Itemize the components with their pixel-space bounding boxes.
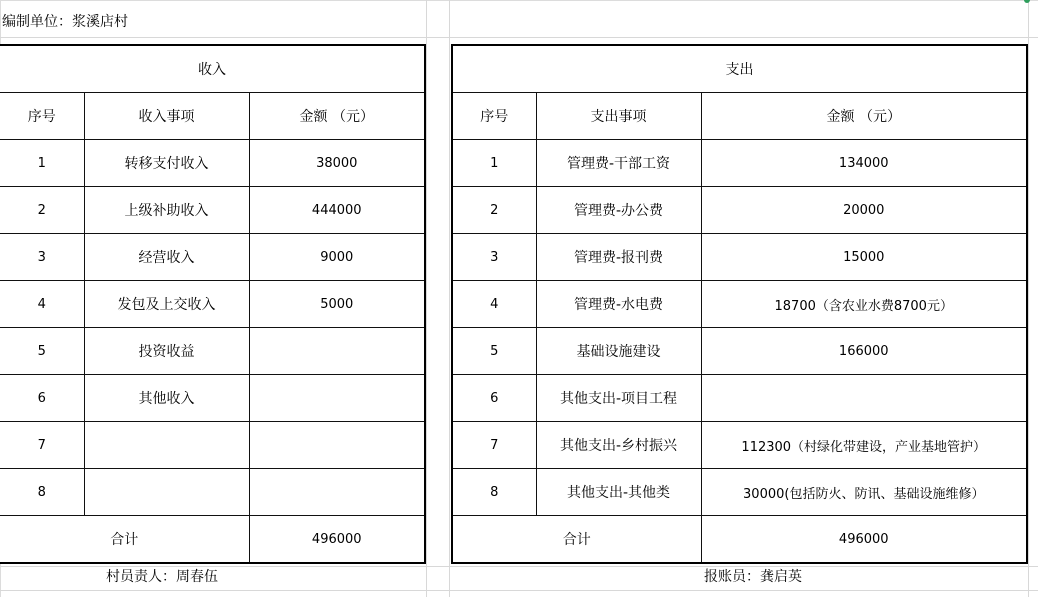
- expense-row-amount[interactable]: 15000: [701, 234, 1027, 281]
- table-row: [0, 234, 425, 281]
- income-row-item[interactable]: 其他收入: [84, 375, 249, 422]
- expense-row-amount[interactable]: 20000: [701, 187, 1027, 234]
- table-row: [0, 187, 425, 234]
- table-row: [0, 328, 425, 375]
- income-row-no[interactable]: 4: [0, 281, 84, 328]
- expense-row-no[interactable]: 5: [452, 328, 536, 375]
- table-row: [0, 469, 425, 516]
- income-row-amount[interactable]: [249, 422, 425, 469]
- table-row: [452, 140, 1027, 187]
- income-row-amount[interactable]: 9000: [249, 234, 425, 281]
- income-row-no[interactable]: 2: [0, 187, 84, 234]
- income-row-no[interactable]: 3: [0, 234, 84, 281]
- table-row: [452, 328, 1027, 375]
- expense-row-no[interactable]: 2: [452, 187, 536, 234]
- table-row: [0, 140, 425, 187]
- income-table: [0, 44, 426, 564]
- table-row: [452, 375, 1027, 422]
- income-row-item[interactable]: [84, 422, 249, 469]
- expense-row-amount[interactable]: 166000: [701, 328, 1027, 375]
- expense-row-no[interactable]: 7: [452, 422, 536, 469]
- table-row: [0, 281, 425, 328]
- income-header-row: [0, 93, 425, 140]
- income-row-amount[interactable]: 5000: [249, 281, 425, 328]
- responsible-person: 村员责人：周春伍: [106, 569, 218, 585]
- expense-header-row: [452, 93, 1027, 140]
- income-row-amount[interactable]: [249, 469, 425, 516]
- table-row: [0, 375, 425, 422]
- expense-row-amount[interactable]: 30000(包括防火、防讯、基础设施维修）: [701, 469, 1027, 516]
- income-row-item[interactable]: 发包及上交收入: [84, 281, 249, 328]
- expense-header-item[interactable]: 支出事项: [536, 93, 701, 140]
- grid-line: [0, 590, 1038, 591]
- income-row-no[interactable]: 5: [0, 328, 84, 375]
- expense-row-item[interactable]: 管理费-干部工资: [536, 140, 701, 187]
- org-unit-label: 编制单位：浆溪店村: [2, 14, 128, 30]
- table-row: [452, 469, 1027, 516]
- income-row-item[interactable]: 转移支付收入: [84, 140, 249, 187]
- income-row-amount[interactable]: 38000: [249, 140, 425, 187]
- income-row-amount[interactable]: 444000: [249, 187, 425, 234]
- income-header-item[interactable]: 收入事项: [84, 93, 249, 140]
- income-row-item[interactable]: 经营收入: [84, 234, 249, 281]
- income-header-no[interactable]: 序号: [0, 93, 84, 140]
- expense-row-item[interactable]: 管理费-办公费: [536, 187, 701, 234]
- grid-line: [1028, 0, 1029, 597]
- expense-table: [451, 44, 1028, 564]
- table-row: [452, 234, 1027, 281]
- income-total-row: [0, 516, 425, 564]
- expense-header-amount[interactable]: 金额 （元）: [701, 93, 1027, 140]
- grid-line: [0, 37, 1038, 38]
- grid-line: [426, 0, 427, 597]
- expense-row-item[interactable]: 其他支出-其他类: [536, 469, 701, 516]
- expense-row-no[interactable]: 1: [452, 140, 536, 187]
- expense-row-amount[interactable]: 134000: [701, 140, 1027, 187]
- expense-title[interactable]: 支出: [452, 45, 1027, 93]
- income-row-no[interactable]: 1: [0, 140, 84, 187]
- income-row-no[interactable]: 8: [0, 469, 84, 516]
- income-row-item[interactable]: 上级补助收入: [84, 187, 249, 234]
- income-row-amount[interactable]: [249, 328, 425, 375]
- income-total-amount[interactable]: 496000: [249, 516, 425, 564]
- expense-total-amount[interactable]: 496000: [701, 516, 1027, 564]
- table-row: [452, 422, 1027, 469]
- expense-row-no[interactable]: 3: [452, 234, 536, 281]
- expense-row-item[interactable]: 管理费-报刊费: [536, 234, 701, 281]
- cell-corner-marker: [1024, 0, 1030, 3]
- income-title[interactable]: 收入: [0, 45, 425, 93]
- expense-row-amount[interactable]: [701, 375, 1027, 422]
- expense-row-no[interactable]: 6: [452, 375, 536, 422]
- expense-row-no[interactable]: 4: [452, 281, 536, 328]
- income-header-amount[interactable]: 金额 （元）: [249, 93, 425, 140]
- grid-line: [449, 0, 450, 597]
- income-row-no[interactable]: 7: [0, 422, 84, 469]
- expense-row-item[interactable]: 其他支出-项目工程: [536, 375, 701, 422]
- expense-row-amount[interactable]: 112300（村绿化带建设，产业基地管护）: [701, 422, 1027, 469]
- table-row: [452, 281, 1027, 328]
- expense-total-label[interactable]: 合计: [452, 516, 701, 564]
- expense-total-row: [452, 516, 1027, 564]
- table-row: [0, 422, 425, 469]
- income-row-item[interactable]: 投资收益: [84, 328, 249, 375]
- income-row-item[interactable]: [84, 469, 249, 516]
- expense-row-amount[interactable]: 18700（含农业水费8700元）: [701, 281, 1027, 328]
- expense-row-item[interactable]: 其他支出-乡村振兴: [536, 422, 701, 469]
- expense-row-no[interactable]: 8: [452, 469, 536, 516]
- expense-header-no[interactable]: 序号: [452, 93, 536, 140]
- income-total-label[interactable]: 合计: [0, 516, 249, 564]
- table-row: [452, 187, 1027, 234]
- income-row-no[interactable]: 6: [0, 375, 84, 422]
- expense-row-item[interactable]: 管理费-水电费: [536, 281, 701, 328]
- expense-row-item[interactable]: 基础设施建设: [536, 328, 701, 375]
- income-row-amount[interactable]: [249, 375, 425, 422]
- bookkeeper: 报账员：龚启英: [704, 569, 802, 585]
